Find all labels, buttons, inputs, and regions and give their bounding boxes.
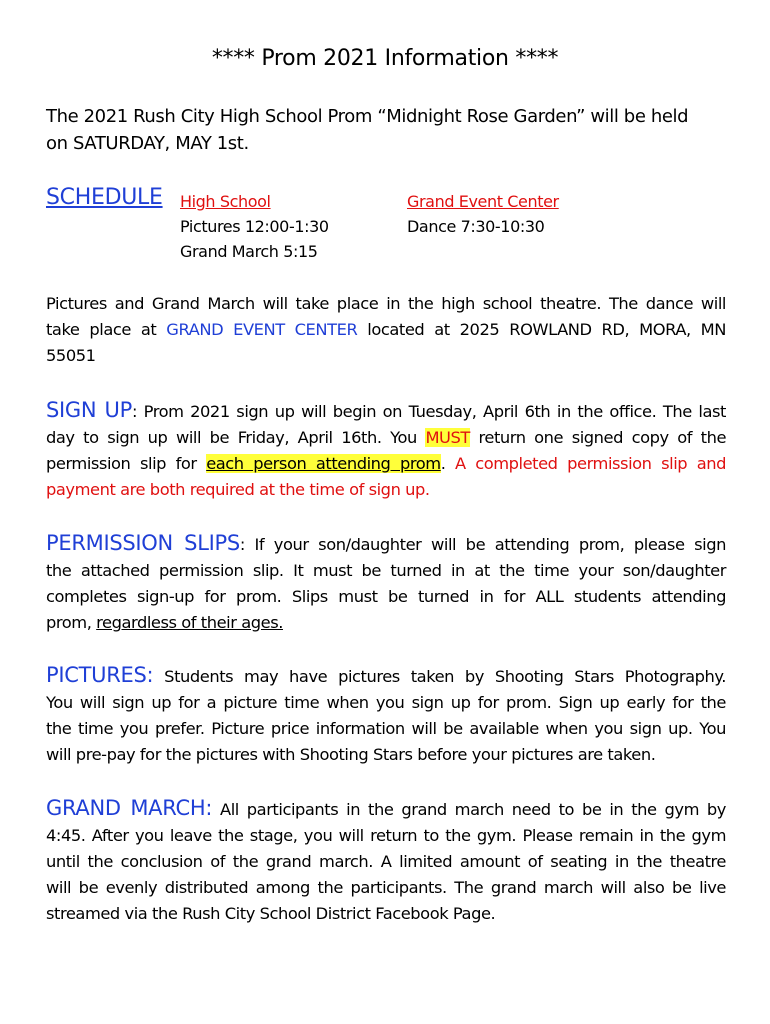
permission-slips-section bbox=[46, 530, 726, 636]
text-run: Students may have pictures taken by Shooting Stars Photography. bbox=[153, 667, 726, 686]
text-run: : Prom 2021 sign up will begin on Tuesday, April 6th in the office. The last bbox=[131, 402, 726, 421]
permission-line bbox=[46, 610, 726, 636]
schedule-row: Dance 7:30-10:30 bbox=[407, 217, 545, 236]
permission-line: the attached permission slip. It must be turned in at the time your son/daughter bbox=[46, 561, 726, 580]
location-line: 55051 bbox=[46, 346, 96, 365]
text-run: take place at bbox=[46, 320, 167, 339]
grand-march-line: streamed via the Rush City School District Facebook Page. bbox=[46, 904, 496, 923]
text-run: : If your son/daughter will be attending prom, please sign bbox=[239, 535, 726, 554]
permission-line bbox=[46, 530, 726, 558]
text-run: . bbox=[440, 454, 446, 473]
grand-march-heading: GRAND MARCH: bbox=[46, 796, 213, 820]
sign-up-heading: SIGN UP bbox=[46, 398, 132, 422]
text-run: permission slip for bbox=[46, 454, 207, 473]
page-title: **** Prom 2021 Information **** bbox=[211, 46, 559, 71]
sign-up-line bbox=[46, 397, 726, 425]
permission-line: completes sign-up for prom. Slips must be turned in for ALL students attending bbox=[46, 587, 726, 606]
text-run: day to sign up will be Friday, April 16th. You bbox=[46, 428, 426, 447]
text-run: prom, bbox=[46, 613, 97, 632]
pictures-line bbox=[46, 662, 726, 690]
regardless-underline: regardless of their ages. bbox=[96, 613, 283, 632]
schedule-high-school bbox=[180, 189, 329, 264]
sign-up-section bbox=[46, 397, 726, 503]
high-school-heading: High School bbox=[180, 192, 271, 211]
grand-march-line: will be evenly distributed among the participants. The grand march will also be live bbox=[46, 878, 726, 897]
intro-paragraph bbox=[46, 103, 736, 157]
schedule-row: Pictures 12:00-1:30 bbox=[180, 217, 329, 236]
grand-march-section bbox=[46, 795, 726, 927]
intro-line: The 2021 Rush City High School Prom “Midnight Rose Garden” will be held bbox=[46, 106, 689, 127]
pictures-line: You will sign up for a picture time when you sign up for prom. Sign up early for the bbox=[46, 693, 726, 712]
text-run: All participants in the grand march need to be in the gym by bbox=[212, 800, 726, 819]
sign-up-line bbox=[46, 425, 726, 451]
permission-slips-heading: PERMISSION SLIPS bbox=[46, 531, 240, 555]
pictures-section bbox=[46, 662, 726, 768]
must-highlight: MUST bbox=[425, 428, 470, 447]
schedule-event-center bbox=[407, 189, 559, 239]
sign-up-line bbox=[46, 451, 726, 477]
each-person-highlight: each person attending prom bbox=[206, 454, 441, 473]
venue-name: GRAND EVENT CENTER bbox=[166, 320, 358, 339]
location-line bbox=[46, 317, 726, 343]
schedule-heading: SCHEDULE bbox=[46, 185, 163, 210]
grand-march-line bbox=[46, 795, 726, 823]
intro-line: on SATURDAY, MAY 1st. bbox=[46, 133, 249, 154]
location-paragraph bbox=[46, 291, 726, 369]
pictures-heading: PICTURES: bbox=[46, 663, 154, 687]
text-run: return one signed copy of the bbox=[469, 428, 727, 447]
grand-march-line: 4:45. After you leave the stage, you will return to the gym. Please remain in the gym bbox=[46, 826, 726, 845]
pictures-line: will pre-pay for the pictures with Shooting Stars before your pictures are taken. bbox=[46, 745, 656, 764]
sign-up-line: payment are both required at the time of sign up. bbox=[46, 480, 430, 499]
text-run: A completed permission slip and bbox=[445, 454, 726, 473]
event-center-heading: Grand Event Center bbox=[407, 192, 559, 211]
text-run: located at 2025 ROWLAND RD, MORA, MN bbox=[357, 320, 727, 339]
schedule-row: Grand March 5:15 bbox=[180, 242, 318, 261]
grand-march-line: until the conclusion of the grand march. A limited amount of seating in the theatre bbox=[46, 852, 726, 871]
location-line: Pictures and Grand March will take place in the high school theatre. The dance will bbox=[46, 294, 726, 313]
pictures-line: the time you prefer. Picture price information will be available when you sign up. You bbox=[46, 719, 726, 738]
